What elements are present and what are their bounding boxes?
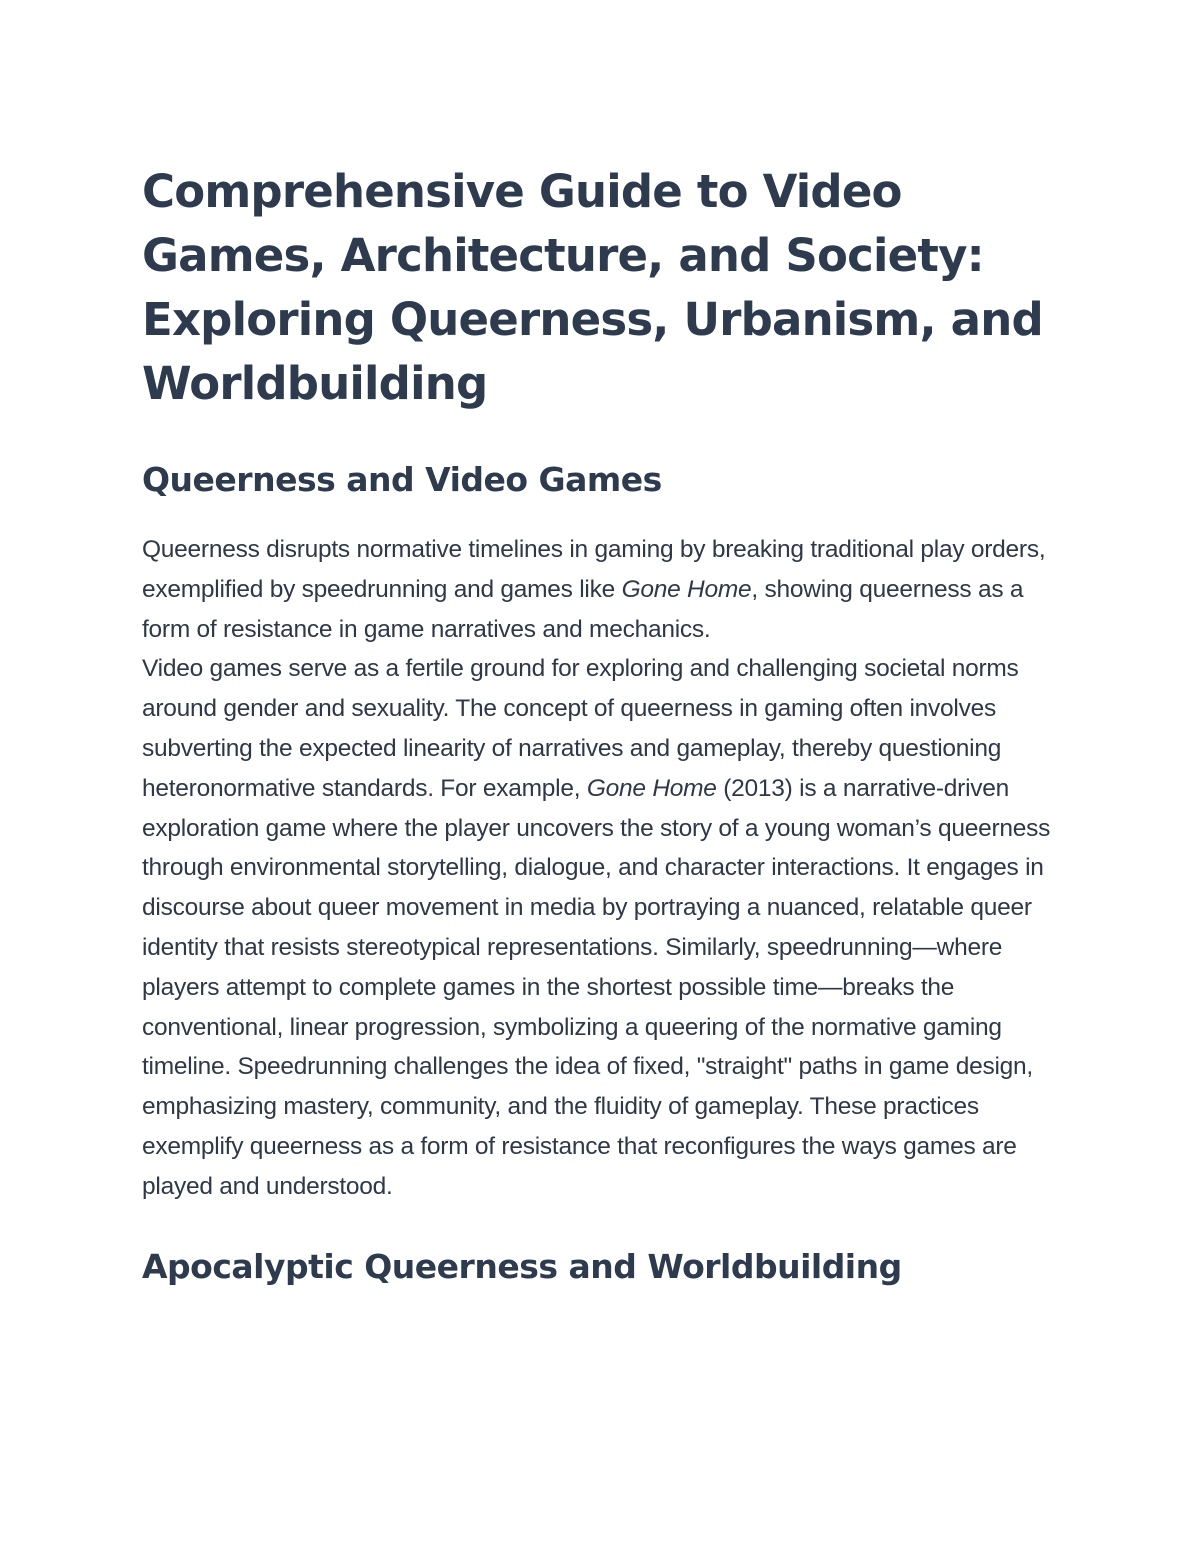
section-paragraph-summary [142, 530, 1067, 649]
paragraph-text: Video games serve as a fertile ground for exploring and challenging societal norms around gender and sexuality. The concept of queerness in gaming often involves subverting the expected linearity of narratives and gameplay, thereby questioning heteronormative standards. For example, [142, 655, 1019, 802]
document-page [142, 160, 1067, 1289]
paragraph-text: , showing queerness as a form of resistance in game narratives and mechanics. [142, 575, 1024, 643]
paragraph-text: (2013) is a narrative-driven exploration game where the player uncovers the story of a young woman’s queerness through environmental storytelling, dialogue, and character interactions. It engages in discourse about queer movement in media by portraying a nuanced, relatable queer identity that resists stereotypical representations. Similarly, speedrunning—where players attempt to complete games in the shortest possible time—breaks the conventional, linear progression, symbolizing a queering of the normative gaming timeline. Speedrunning challenges the idea of fixed, "straight" paths in game design, emphasizing mastery, community, and the fluidity of gameplay. These practices exemplify queerness as a form of resistance that reconfigures the ways games are played and understood. [142, 774, 1051, 1200]
section-paragraph-body [142, 649, 1067, 1206]
section-heading-queerness-and-video-games: Queerness and Video Games [142, 460, 662, 499]
game-title-italic: Gone Home [621, 575, 752, 603]
document-title: Comprehensive Guide to Video Games, Architecture, and Society: Exploring Queerness, Urbanism, and Worldbuilding [142, 165, 1043, 410]
section-heading-apocalyptic-queerness: Apocalyptic Queerness and Worldbuilding [142, 1246, 902, 1286]
paragraph-text: Queerness disrupts normative timelines in gaming by breaking traditional play orders, exemplified by speedrunning and games like [142, 536, 1046, 603]
game-title-italic: Gone Home [586, 774, 717, 802]
